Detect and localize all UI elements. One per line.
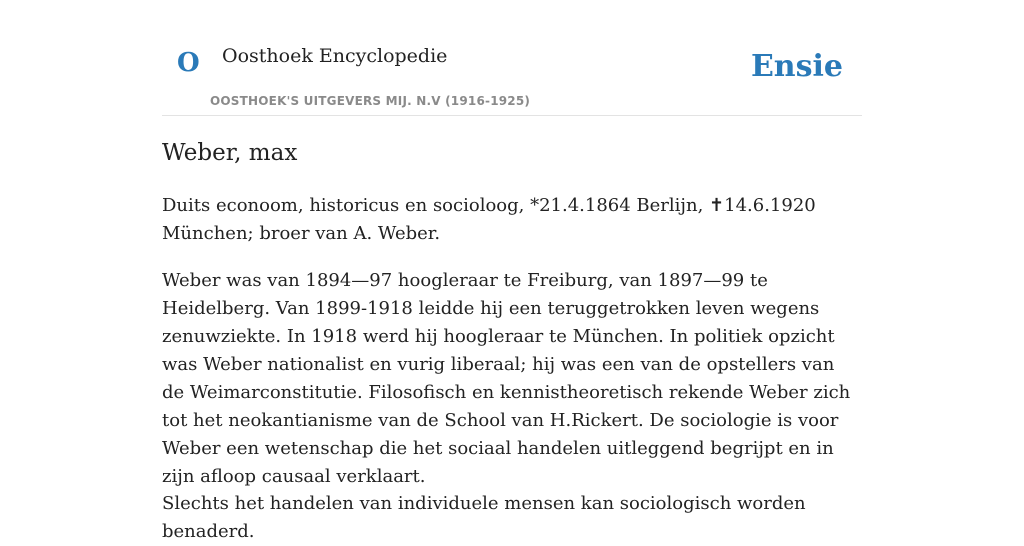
- brand-logo-link[interactable]: Ensie: [750, 49, 843, 84]
- entry-paragraph-3: Slechts het handelen van individuele mensen kan sociologisch worden benaderd.: [162, 493, 806, 542]
- site-logo[interactable]: O: [177, 48, 200, 78]
- entry-paragraph-1: Duits econoom, historicus en socioloog, *21.4.1864 Berlijn, ✝14.6.1920 München; broer van A. Weber.: [162, 195, 816, 244]
- entry-title: Weber, max: [162, 140, 298, 166]
- publisher-subtitle: OOSTHOEK'S UITGEVERS MIJ. N.V (1916-1925): [210, 94, 531, 108]
- site-title[interactable]: Oosthoek Encyclopedie: [222, 45, 448, 67]
- page: [162, 0, 862, 542]
- entry-paragraph-2: Weber was van 1894—97 hoogleraar te Freiburg, van 1897—99 te Heidelberg. Van 1899-1918 leidde hij een teruggetrokken leven wegens zenuwziekte. In 1918 werd hij hoogleraar te München. In politiek opzicht was Weber nationalist en vurig liberaal; hij was een van de opstellers van de Weimarconstitutie. Filosofisch en kennistheoretisch rekende Weber zich tot het neokantianisme van de School van H.Rickert. De sociologie is voor Weber een wetenschap die het sociaal handelen uitleggend begrijpt en in zijn afloop causaal verklaart.: [162, 270, 851, 487]
- site-header: [162, 0, 862, 116]
